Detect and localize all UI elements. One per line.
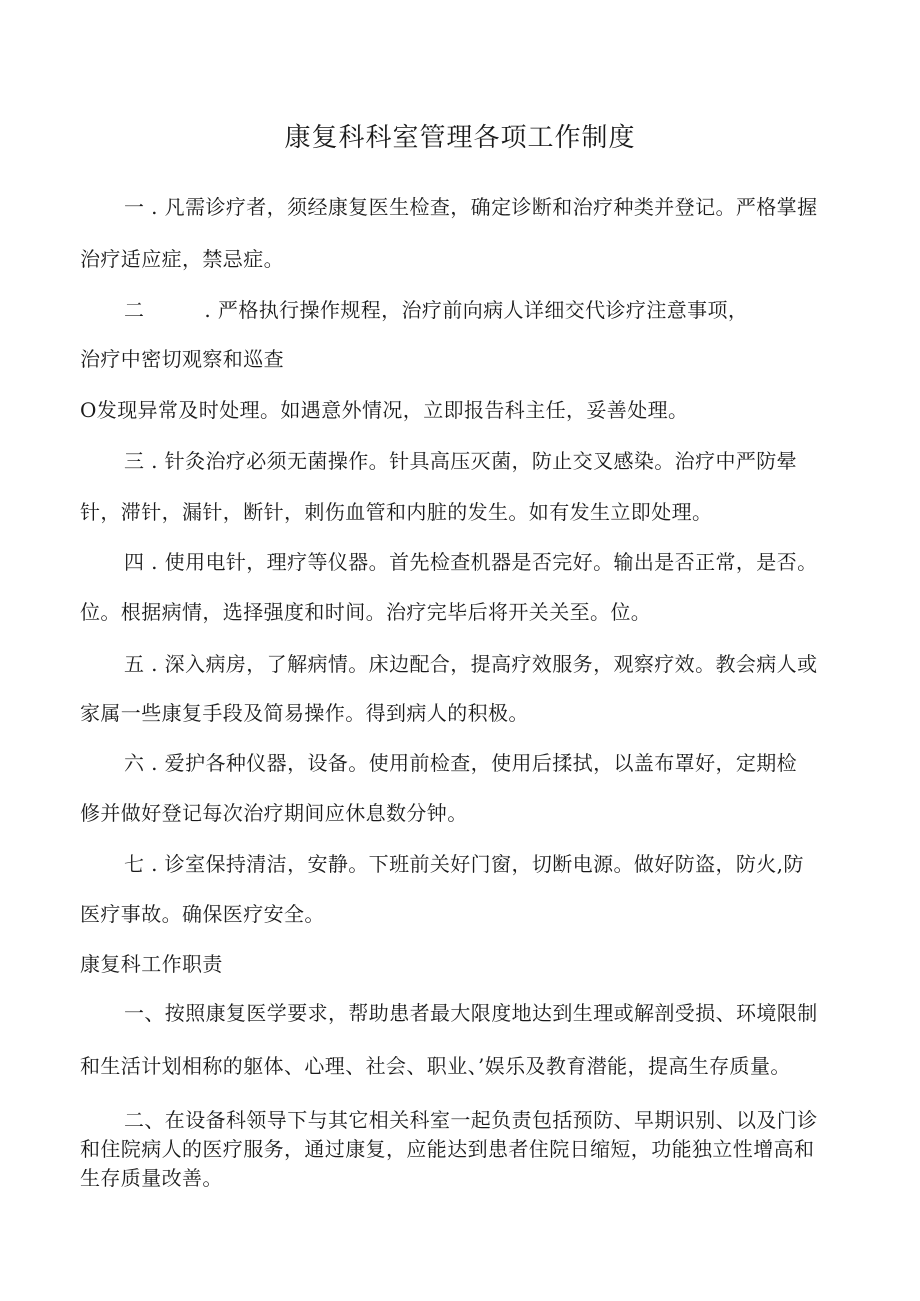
rule-7-line-2: 医疗事故。确保医疗安全。: [80, 902, 325, 926]
document-title: 康复科科室管理各项工作制度: [284, 123, 636, 153]
rule-3-line-1: 三 . 针灸治疗必须无菌操作。针具高压灭菌，防止交叉感染。治疗中严防晕: [124, 449, 798, 473]
rule-2-number: 二: [124, 298, 145, 322]
rule-4-line-1: 四 . 使用电针，理疗等仪器。首先检查机器是否完好。输出是否正常，是否。: [124, 550, 818, 574]
rule-2-line-3: O发现异常及时处理。如遇意外情况，立即报告科主任，妥善处理。: [80, 398, 689, 422]
rule-7-line-1: 七 . 诊室保持清洁，安静。下班前关好门窗，切断电源。做好防盗，防火,防: [124, 852, 804, 876]
duties-heading: 康复科工作职责: [80, 952, 223, 976]
rule-1-line-1: 一 . 凡需诊疗者，须经康复医生检查，确定诊断和治疗种类并登记。严格掌握: [124, 195, 818, 219]
duty-1-line-1: 一、按照康复医学要求，帮助患者最大限度地达到生理或解剖受损、环境限制: [124, 1001, 818, 1025]
rule-6-line-2: 修并做好登记每次治疗期间应休息数分钟。: [80, 801, 468, 825]
rule-5-line-1: 五 . 深入病房，了解病情。床边配合，提高疗效服务，观察疗效。教会病人或: [124, 652, 818, 676]
rule-2-line-2: 治疗中密切观察和巡查: [80, 347, 284, 371]
rule-3-line-2: 针，滞针，漏针，断针，刺伤血管和内脏的发生。如有发生立即处理。: [80, 500, 713, 524]
duty-2-line-2: 和住院病人的医疗服务，通过康复，应能达到患者住院日缩短，功能独立性增高和: [80, 1137, 815, 1161]
rule-1-line-2: 治疗适应症，禁忌症。: [80, 247, 284, 271]
rule-4-line-2: 位。根据病情，选择强度和时间。治疗完毕后将开关关至。位。: [80, 600, 652, 624]
duty-2-line-3: 生存质量改善。: [80, 1166, 223, 1190]
rule-5-line-2: 家属一些康复手段及简易操作。得到病人的积极。: [80, 701, 529, 725]
duty-1-line-2: 和生活计划相称的躯体、心理、社会、职业、’娱乐及教育潜能，提高生存质量。: [80, 1054, 791, 1078]
rule-6-line-1: 六 . 爱护各种仪器，设备。使用前检查，使用后揉拭，以盖布罩好，定期检: [124, 751, 798, 775]
rule-2-text: . 严格执行操作规程，治疗前向病人详细交代诊疗注意事项，: [204, 298, 749, 322]
duty-2-line-1: 二、在设备科领导下与其它相关科室一起负责包括预防、早期识别、以及门诊: [124, 1108, 818, 1132]
rule-2-line-1: [124, 295, 748, 325]
